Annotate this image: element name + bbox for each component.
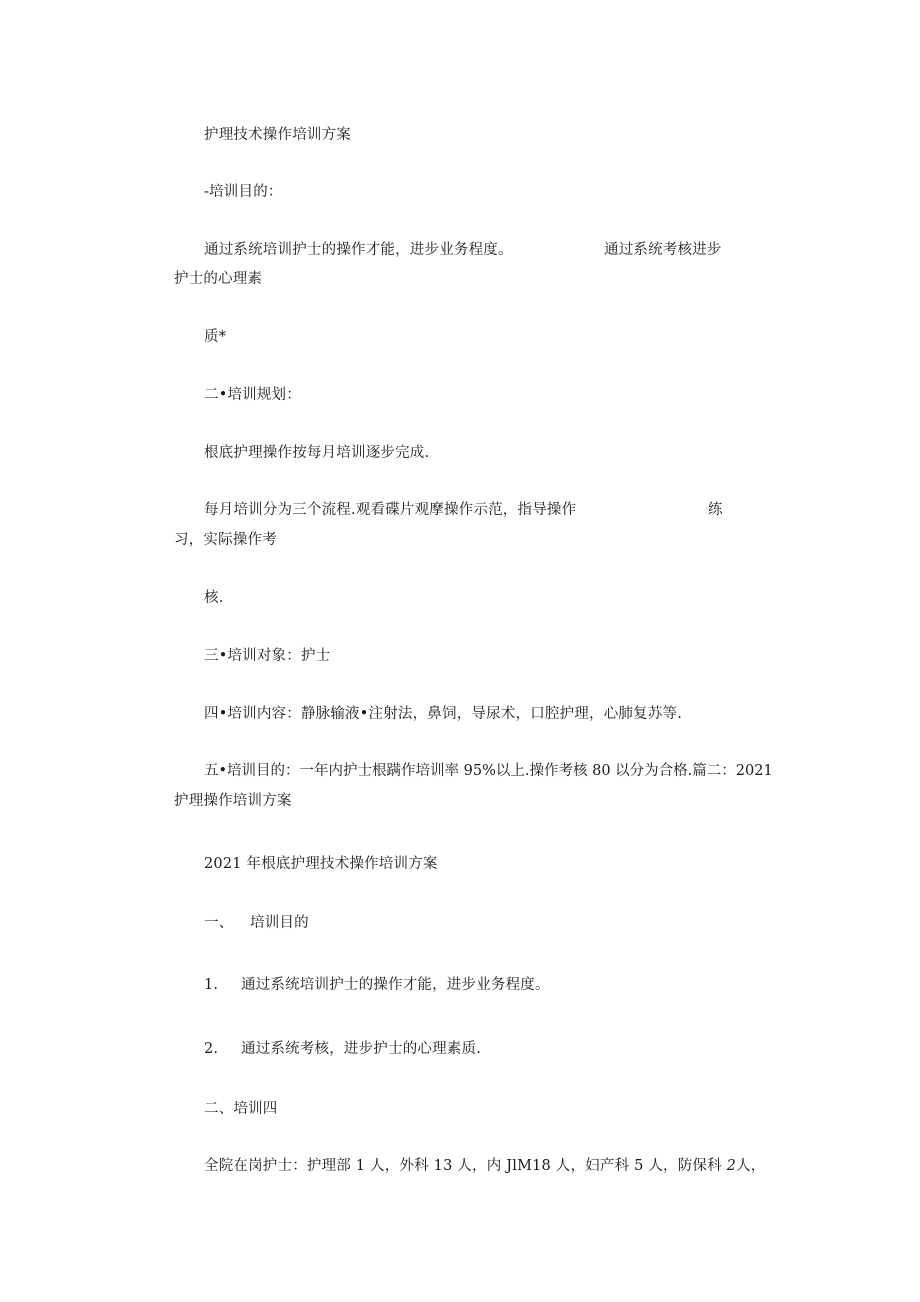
list-item-1	[204, 976, 550, 994]
section-5-line-b: 护理操作培训方案	[174, 793, 292, 809]
section-2-heading: 二•培训规划：	[204, 387, 301, 403]
list-item-2-number: 2.	[204, 1041, 219, 1057]
last-line-part-c: 人，	[736, 1158, 766, 1174]
list-item-2	[204, 1040, 481, 1058]
paragraph-1-part-a: 通过系统培训护士的操作才能，进步业务程度。	[204, 242, 513, 258]
paragraph-3-part-d: 核.	[204, 590, 224, 606]
list-item-1-text: 通过系统培训护士的操作才能，进步业务程度。	[241, 977, 550, 993]
paragraph-1-part-c: 护士的心理素	[174, 271, 263, 287]
last-line-part-a: 全院在岗护士：护理部 1 人，外科 13 人，内 JlM18 人，妇产科 5 人，防保科	[204, 1158, 722, 1174]
section-3-line: 三•培训对象：护士	[204, 648, 331, 664]
second-doc-title: 2021 年根底护理技术操作培训方案	[204, 856, 438, 872]
paragraph-1-part-d: 质*	[204, 329, 227, 345]
last-line-part-b: 2	[726, 1158, 737, 1174]
list-item-1-number: 1.	[204, 977, 219, 993]
paragraph-3-part-b: 练	[708, 502, 723, 518]
heading-one-text: 培训目的	[250, 915, 309, 931]
heading-one	[204, 914, 309, 932]
section-5-line-a: 五•培训目的：一年内护士根蹒作培训率 95%以上.操作考核 80 以分为合格.篇二：2021	[204, 763, 773, 779]
last-line	[204, 1157, 765, 1175]
paragraph-3-part-a: 每月培训分为三个流程.观看碟片观摩操作示范，指导操作	[204, 502, 577, 518]
doc-title: 护理技术操作培训方案	[204, 127, 351, 143]
heading-one-number: 一、	[204, 915, 234, 931]
list-item-2-text: 通过系统考核，进步护士的心理素质.	[241, 1041, 482, 1057]
paragraph-3-part-c: 习，实际操作考	[174, 532, 277, 548]
section-1-heading: -培训目的：	[204, 184, 283, 200]
section-4-line: 四•培训内容：静脉输液•注射法，鼻饲，导尿术，口腔护理，心肺复苏等.	[204, 706, 683, 722]
heading-two: 二、培训四	[204, 1101, 278, 1117]
paragraph-2: 根底护理操作按每月培训逐步完成.	[204, 445, 430, 461]
paragraph-1-part-b: 通过系统考核进步	[604, 242, 722, 258]
